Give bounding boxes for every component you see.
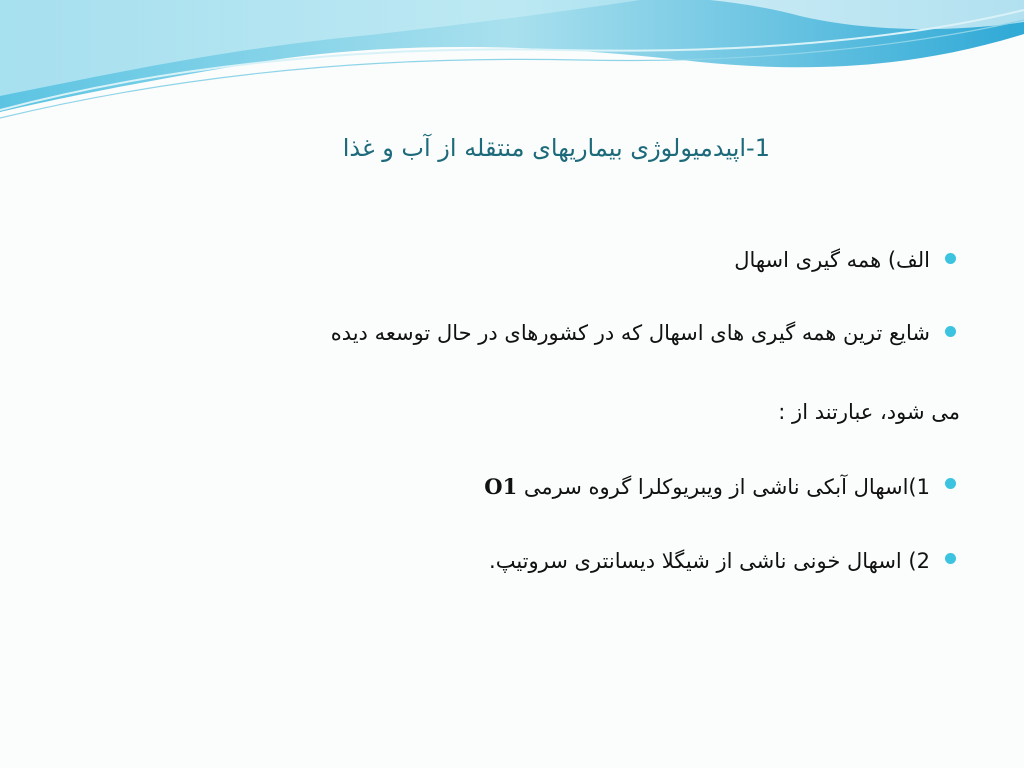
slide-title: 1-اپیدمیولوژی بیماریهای منتقله از آب و غذا <box>342 134 770 162</box>
bullet-outbreak-heading: الف) همه گیری اسهال <box>734 248 930 272</box>
bullet-dot-icon <box>945 553 956 564</box>
bullet-common-outbreaks: شایع ترین همه گیری های اسهال که در کشورهای در حال توسعه دیده <box>330 321 930 345</box>
bullet-shigella: 2) اسهال خونی ناشی از شیگلا دیسانتری سروتیپ. <box>489 549 930 573</box>
serogroup-code: O1 <box>484 474 518 499</box>
bullet-cholera-text: 1)اسهال آبکی ناشی از ویبریوکلرا گروه سرمی <box>517 475 930 499</box>
bullet-dot-icon <box>945 253 956 264</box>
bullet-cholera <box>120 469 930 505</box>
bullet-dot-icon <box>945 326 956 337</box>
header-wave-decoration <box>0 0 1024 130</box>
bullet-dot-icon <box>945 478 956 489</box>
bullet-continuation: می شود، عبارتند از : <box>778 400 960 424</box>
